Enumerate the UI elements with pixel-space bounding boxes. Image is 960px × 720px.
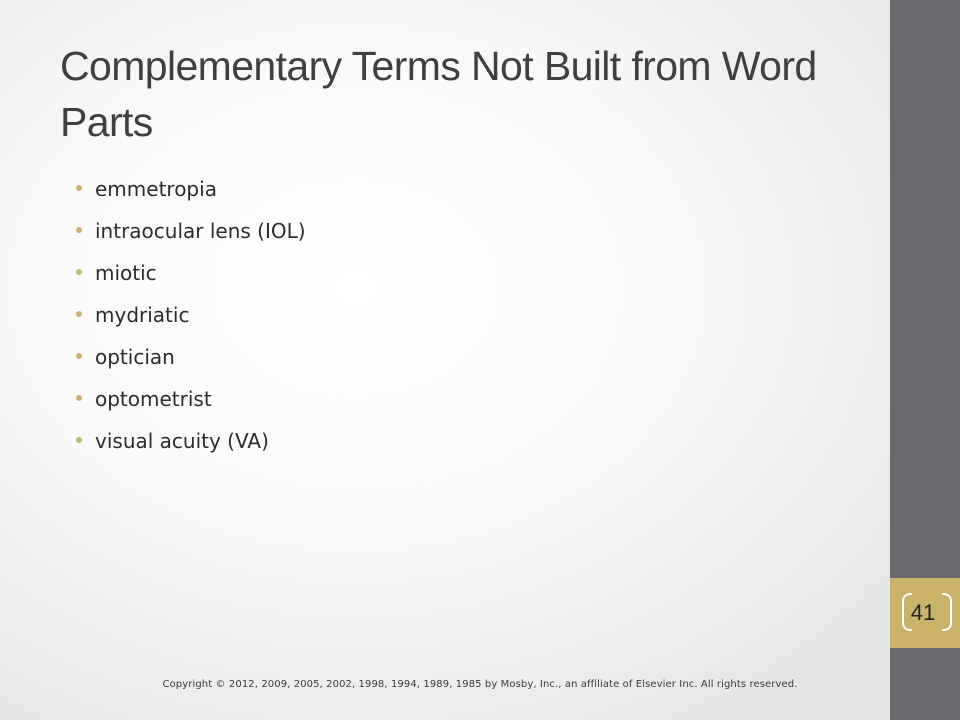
bullet-text: miotic: [95, 261, 157, 285]
bullet-item: [76, 420, 306, 462]
bullet-list: [76, 168, 306, 462]
bullet-text: optician: [95, 345, 175, 369]
bullet-text: emmetropia: [95, 177, 217, 201]
page-number-badge: [890, 578, 960, 648]
bullet-item: [76, 294, 306, 336]
slide-title: Complementary Terms Not Built from Word Parts: [60, 43, 817, 145]
bullet-dot-icon: [76, 269, 82, 275]
bullet-dot-icon: [76, 395, 82, 401]
bullet-dot-icon: [76, 185, 82, 191]
bullet-text: intraocular lens (IOL): [95, 219, 306, 243]
bullet-dot-icon: [76, 311, 82, 317]
bullet-dot-icon: [76, 353, 82, 359]
page-number: 41: [910, 600, 936, 625]
bullet-text: visual acuity (VA): [95, 429, 269, 453]
bullet-item: [76, 210, 306, 252]
bullet-dot-icon: [76, 227, 82, 233]
copyright-footer: Copyright © 2012, 2009, 2005, 2002, 1998, 1994, 1989, 1985 by Mosby, Inc., an affiliate of Elsevier Inc. All rights reserved.: [162, 679, 798, 690]
bullet-item: [76, 336, 306, 378]
bullet-item: [76, 378, 306, 420]
bullet-text: optometrist: [95, 387, 212, 411]
right-bracket-icon: [942, 593, 952, 631]
bullet-text: mydriatic: [95, 303, 190, 327]
bullet-item: [76, 252, 306, 294]
bullet-item: [76, 168, 306, 210]
bullet-dot-icon: [76, 437, 82, 443]
